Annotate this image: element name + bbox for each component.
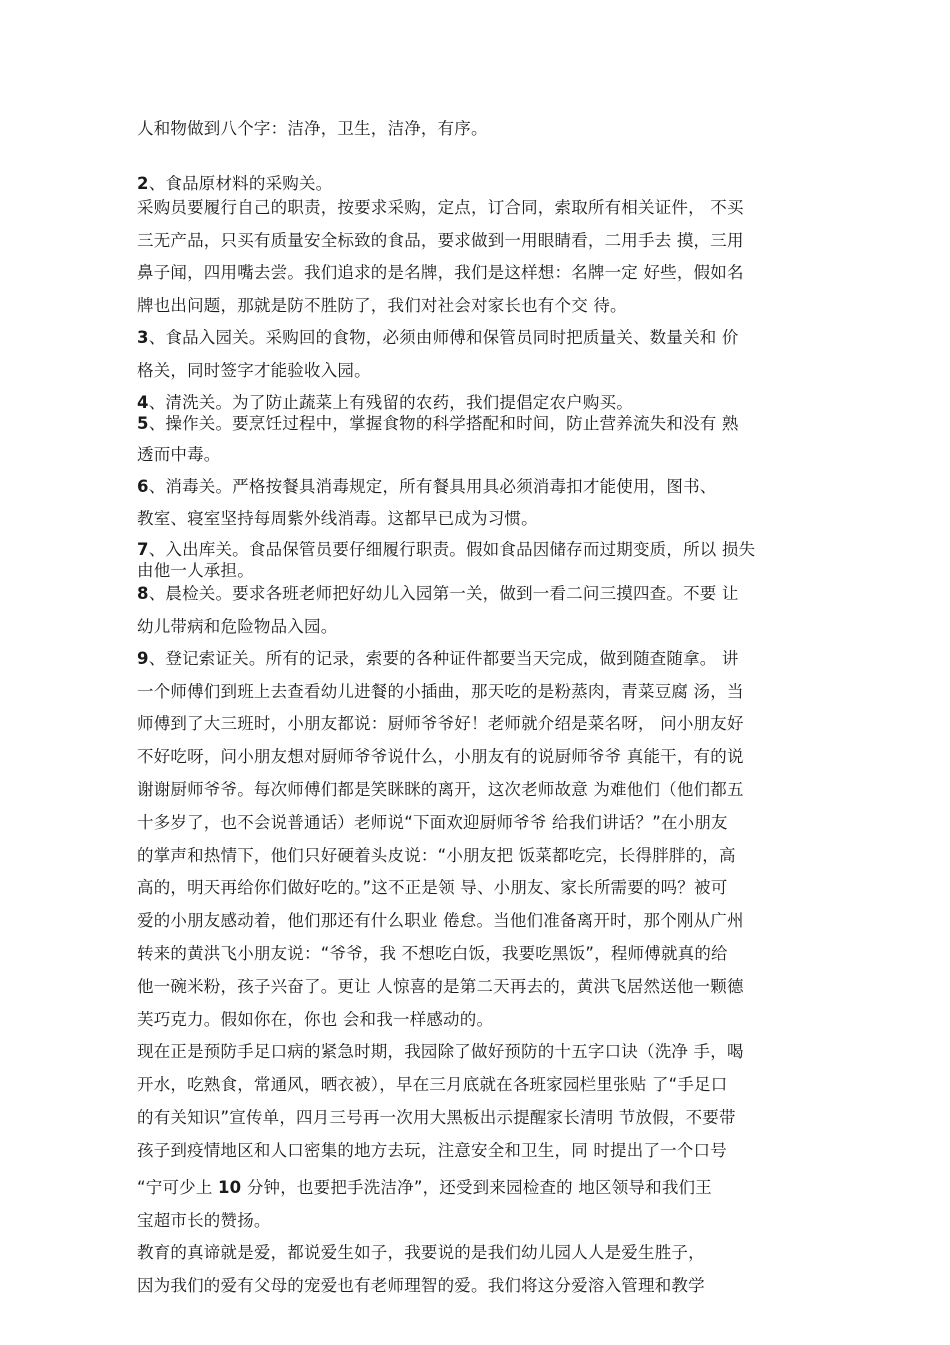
text-line: 鼻子闻，四用嘴去尝。我们追求的是名牌，我们是这样想：名牌一定 好些，假如名 xyxy=(137,263,744,282)
numbered-item xyxy=(137,584,739,604)
item-number: 3 xyxy=(137,328,149,347)
text-line: 采购员要履行自己的职责，按要求采购，定点，订合同，索取所有相关证件， 不买 xyxy=(137,198,744,217)
text-line: 现在正是预防手足口病的紧急时期，我园除了做好预防的十五字口诀（洗净 手，喝 xyxy=(137,1042,744,1061)
text-line: 牌也出问题，那就是防不胜防了，我们对社会对家长也有个交 待。 xyxy=(137,296,627,315)
item-text: 、食品入园关。采购回的食物，必须由师傅和保管员同时把质量关、数量关和 价 xyxy=(148,328,739,347)
numbered-heading xyxy=(137,174,332,194)
numbered-item xyxy=(137,477,717,497)
item-number: 5 xyxy=(137,414,149,433)
text-line: 师傅到了大三班时，小朋友都说：厨师爷爷好！老师就介绍是菜名呀， 问小朋友好 xyxy=(137,714,744,733)
text-line: 转来的黄洪飞小朋友说：“爷爷，我 不想吃白饭，我要吃黑饭”，程师傅就真的给 xyxy=(137,944,728,963)
item-text: 、入出库关。食品保管员要仔细履行职责。假如食品因储存而过期变质，所以 损失 xyxy=(148,540,756,559)
slogan-number: 10 xyxy=(218,1178,242,1197)
text-line: 由他一人承担。 xyxy=(137,561,254,580)
item-text: 、晨检关。要求各班老师把好幼儿入园第一关，做到一看二问三摸四查。不要 让 xyxy=(148,584,739,603)
text-line: 孩子到疫情地区和人口密集的地方去玩，注意安全和卫生，同 时提出了一个口号 xyxy=(137,1141,727,1160)
item-number: 7 xyxy=(137,540,149,559)
slogan-pre: “宁可少上 xyxy=(137,1178,218,1197)
text-line: 教室、寝室坚持每周紫外线消毒。这都早已成为习惯。 xyxy=(137,509,538,528)
item-text: 、清洗关。为了防止蔬菜上有残留的农药，我们提倡定农户购买。 xyxy=(148,393,633,412)
text-line: 幼儿带病和危险物品入园。 xyxy=(137,617,338,636)
text-line: 的掌声和热情下，他们只好硬着头皮说：“小朋友把 饭菜都吃完，长得胖胖的，高 xyxy=(137,846,736,865)
text-line: 格关，同时签字才能验收入园。 xyxy=(137,361,371,380)
numbered-item xyxy=(137,414,739,434)
numbered-item xyxy=(137,649,739,669)
item-number: 4 xyxy=(137,393,149,412)
text-line: 不好吃呀，问小朋友想对厨师爷爷说什么，小朋友有的说厨师爷爷 真能干，有的说 xyxy=(137,747,744,766)
slogan-line xyxy=(137,1178,712,1198)
text-line: 谢谢厨师爷爷。每次师傅们都是笑眯眯的离开，这次老师故意 为难他们（他们都五 xyxy=(137,780,744,799)
text-line: 十多岁了，也不会说普通话）老师说“下面欢迎厨师爷爷 给我们讲话？”在小朋友 xyxy=(137,813,728,832)
item-text: 、食品原材料的采购关。 xyxy=(148,174,333,193)
item-number: 9 xyxy=(137,649,149,668)
text-line: 三无产品，只买有质量安全标致的食品，要求做到一用眼睛看，二用手去 摸，三用 xyxy=(137,231,744,250)
text-line: 的有关知识”宣传单，四月三号再一次用大黑板出示提醒家长清明 节放假，不要带 xyxy=(137,1108,736,1127)
text-line: 人和物做到八个字：洁净，卫生，洁净，有序。 xyxy=(137,119,488,138)
text-line: 开水，吃熟食，常通风，晒衣被），早在三月底就在各班家园栏里张贴 了“手足口 xyxy=(137,1075,728,1094)
slogan-post: 分钟，也要把手洗洁净”，还受到来园检查的 地区领导和我们王 xyxy=(241,1178,712,1197)
text-line: 教育的真谛就是爱，都说爱生如子，我要说的是我们幼儿园人人是爱生胜子， xyxy=(137,1243,705,1262)
numbered-item xyxy=(137,540,755,560)
item-number: 2 xyxy=(137,174,149,193)
item-text: 、登记索证关。所有的记录，索要的各种证件都要当天完成，做到随查随拿。 讲 xyxy=(148,649,739,668)
text-line: 宝超市长的赞扬。 xyxy=(137,1211,271,1230)
text-line: 他一碗米粉，孩子兴奋了。更让 人惊喜的是第二天再去的，黄洪飞居然送他一颗德 xyxy=(137,977,744,996)
text-line: 芙巧克力。假如你在，你也 会和我一样感动的。 xyxy=(137,1010,494,1029)
text-line: 高的，明天再给你们做好吃的。”这不正是领 导、小朋友、家长所需要的吗？被可 xyxy=(137,878,728,897)
numbered-item xyxy=(137,328,739,348)
item-number: 8 xyxy=(137,584,149,603)
text-line: 透而中毒。 xyxy=(137,445,221,464)
item-text: 、操作关。要烹饪过程中，掌握食物的科学搭配和时间，防止营养流失和没有 熟 xyxy=(148,414,739,433)
text-line: 一个师傅们到班上去查看幼儿进餐的小插曲，那天吃的是粉蒸肉，青菜豆腐 汤，当 xyxy=(137,682,744,701)
item-number: 6 xyxy=(137,477,149,496)
text-line: 爱的小朋友感动着，他们那还有什么职业 倦怠。当他们准备离开时，那个刚从广州 xyxy=(137,911,744,930)
numbered-item xyxy=(137,393,633,413)
item-text: 、消毒关。严格按餐具消毒规定，所有餐具用具必须消毒扣才能使用，图书、 xyxy=(148,477,717,496)
text-line: 因为我们的爱有父母的宠爱也有老师理智的爱。我们将这分爱溶入管理和教学 xyxy=(137,1276,705,1295)
